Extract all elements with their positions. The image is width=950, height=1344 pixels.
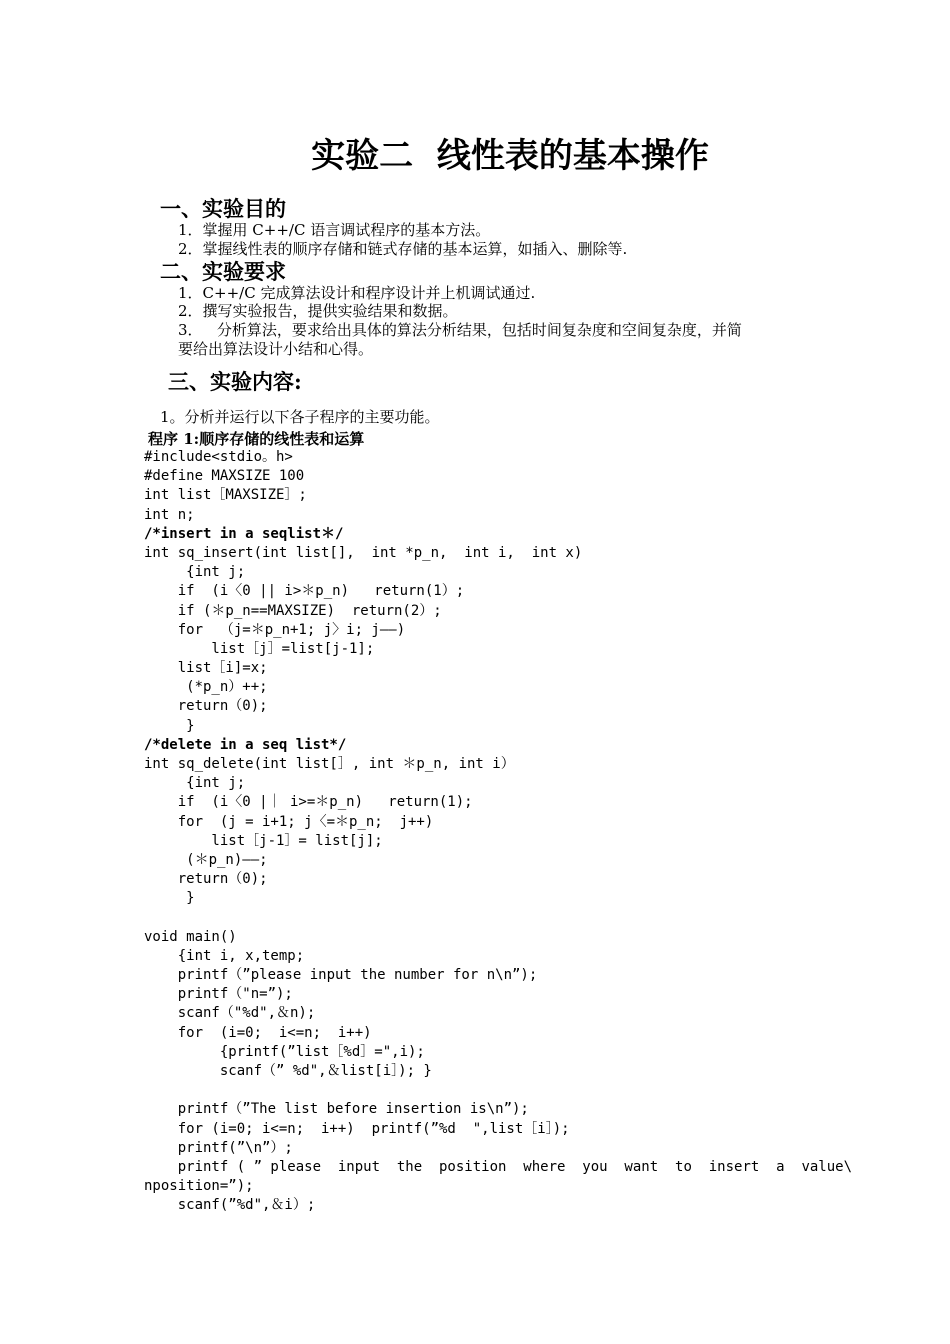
code-line: /*delete in a seq list*/ [144, 736, 347, 753]
code-line [144, 1081, 852, 1100]
code-line: scanf(”%d",＆i）; [144, 1197, 316, 1214]
objective-item-2: 2．掌握线性表的顺序存储和链式存储的基本运算，如插入、删除等. [178, 240, 628, 258]
code-line: list［j］=list[j-1]; [144, 640, 375, 657]
requirement-item-2: 2．撰写实验报告，提供实验结果和数据。 [178, 302, 458, 320]
code-line: list［j-1］= list[j]; [144, 832, 383, 849]
code-line: for (j = i+1; j〈=＊p_n; j++) [144, 813, 434, 830]
code-line: /*insert in a seqlist＊/ [144, 525, 344, 542]
code-line: #define MAXSIZE 100 [144, 468, 305, 485]
section-heading-objectives: 一、实验目的 [160, 196, 286, 221]
code-line: scanf（” %d",＆list[i］); } [144, 1063, 432, 1079]
objective-item-1: 1．掌握用 C++/C 语言调试程序的基本方法。 [178, 221, 491, 239]
code-line: scanf（"%d",＆n); [144, 1005, 316, 1022]
code-line: return（0); [144, 698, 268, 715]
code-line: (＊p_n)——; [144, 851, 268, 868]
code-line: } [144, 890, 195, 907]
code-line: return（0); [144, 871, 268, 888]
code-line: list［i]=x; [144, 660, 268, 677]
code-line: printf（”please input the number for n\n”); [144, 967, 538, 984]
code-line: int sq_insert(int list[], int *p_n, int i, int x) [144, 544, 583, 561]
section-heading-requirements: 二、实验要求 [160, 259, 286, 284]
code-line: printf（”The list before insertion is\n”); [144, 1101, 529, 1118]
content-intro: 1。分析并运行以下各子程序的主要功能。 [160, 408, 440, 426]
code-line: } [144, 717, 195, 734]
page-title: 实验二 线性表的基本操作 [311, 136, 709, 176]
code-line: int list［MAXSIZE］; [144, 487, 307, 504]
section-heading-content: 三、实验内容: [168, 369, 302, 394]
code-line: int n; [144, 506, 195, 523]
code-line: for （j=＊p_n+1; j〉i; j——) [144, 621, 406, 638]
code-line [144, 909, 852, 928]
code-line: {int i, x,temp; [144, 947, 305, 964]
code-line: int sq_delete(int list[］, int ＊p_n, int i） [144, 756, 515, 772]
code-line: {int j; [144, 775, 246, 792]
code-line: {int j; [144, 564, 246, 581]
code-line: for (i=0; i<=n; i++) [144, 1024, 372, 1041]
code-block [144, 448, 852, 1216]
code-line: #include<stdio。h> [144, 449, 293, 465]
code-line: if (i〈0 || i>＊p_n) return(1）; [144, 583, 465, 600]
requirement-item-1: 1．C++/C 完成算法设计和程序设计并上机调试通过. [178, 284, 536, 302]
code-line: printf（"n=”); [144, 986, 293, 1003]
requirement-item-3-cont: 要给出算法设计小结和心得。 [178, 340, 374, 358]
code-line: void main() [144, 928, 237, 945]
program-title: 程序 1:顺序存储的线性表和运算 [148, 430, 365, 448]
requirement-item-3: 3． 分析算法，要求给出具体的算法分析结果，包括时间复杂度和空间复杂度，并简 [178, 321, 742, 339]
code-line: (*p_n）++; [144, 679, 268, 696]
code-line: if (i〈0 |｜ i>=＊p_n) return(1); [144, 794, 473, 811]
code-line: {printf(”list［%d］=",i); [144, 1043, 425, 1060]
code-line: for (i=0; i<=n; i++) printf(”%d ",list［i］); [144, 1120, 570, 1137]
code-line: nposition=”); [144, 1178, 254, 1195]
code-line: printf ( ” please input the position where you want to insert a value\ [144, 1158, 853, 1175]
code-line: if (＊p_n==MAXSIZE) return(2）; [144, 602, 442, 619]
code-line: printf(”\n”）; [144, 1139, 293, 1156]
